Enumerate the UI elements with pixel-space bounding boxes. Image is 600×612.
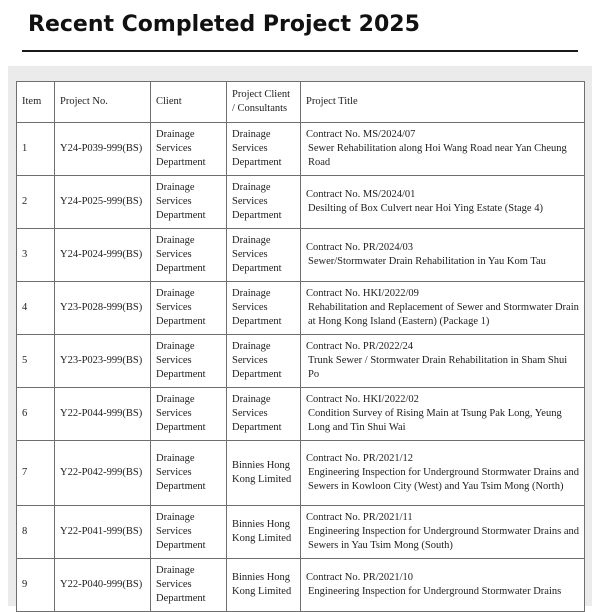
cell-project-title: [301, 282, 585, 335]
cell-consultants: Drainage Services Department: [227, 229, 301, 282]
project-description: Trunk Sewer / Stormwater Drain Rehabilitation in Sham Shui Po: [308, 355, 568, 380]
cell-client: Drainage Services Department: [151, 176, 227, 229]
header-consultants: Project Client / Consultants: [227, 82, 301, 123]
table-row: [17, 229, 585, 282]
header-project-no: Project No.: [55, 82, 151, 123]
cell-project-no: Y24-P025-999(BS): [55, 176, 151, 229]
cell-item: 7: [17, 441, 55, 506]
contract-number: Contract No. MS/2024/07: [306, 129, 416, 140]
cell-item: 3: [17, 229, 55, 282]
header-client: Client: [151, 82, 227, 123]
cell-client: Drainage Services Department: [151, 506, 227, 559]
cell-consultants: Drainage Services Department: [227, 176, 301, 229]
project-description: Engineering Inspection for Underground Stormwater Drains: [308, 586, 562, 597]
title-divider: [22, 50, 578, 52]
table-row: [17, 506, 585, 559]
cell-project-title: [301, 123, 585, 176]
cell-item: 4: [17, 282, 55, 335]
cell-item: 1: [17, 123, 55, 176]
table-row: [17, 282, 585, 335]
cell-consultants: Drainage Services Department: [227, 123, 301, 176]
project-description: Sewer/Stormwater Drain Rehabilitation in Yau Kom Tau: [308, 256, 546, 267]
cell-project-no: Y22-P042-999(BS): [55, 441, 151, 506]
table-row: [17, 176, 585, 229]
cell-project-no: Y22-P040-999(BS): [55, 559, 151, 612]
table-row: [17, 559, 585, 612]
cell-item: 2: [17, 176, 55, 229]
table-row: [17, 123, 585, 176]
cell-project-no: Y22-P041-999(BS): [55, 506, 151, 559]
contract-number: Contract No. PR/2021/11: [306, 512, 413, 523]
cell-item: 6: [17, 388, 55, 441]
project-description: Engineering Inspection for Underground Stormwater Drains and Sewers in Kowloon City (West) and Yau Tsim Mong (North): [308, 467, 579, 492]
cell-consultants: Binnies Hong Kong Limited: [227, 559, 301, 612]
contract-number: Contract No. PR/2022/24: [306, 341, 414, 352]
cell-client: Drainage Services Department: [151, 335, 227, 388]
table-row: [17, 388, 585, 441]
cell-item: 9: [17, 559, 55, 612]
cell-client: Drainage Services Department: [151, 229, 227, 282]
cell-item: 8: [17, 506, 55, 559]
cell-consultants: Drainage Services Department: [227, 282, 301, 335]
contract-number: Contract No. PR/2021/12: [306, 453, 414, 464]
cell-project-no: Y23-P028-999(BS): [55, 282, 151, 335]
cell-project-title: [301, 559, 585, 612]
cell-consultants: Binnies Hong Kong Limited: [227, 441, 301, 506]
cell-project-title: [301, 441, 585, 506]
cell-client: Drainage Services Department: [151, 388, 227, 441]
contract-number: Contract No. HKI/2022/02: [306, 394, 419, 405]
cell-project-title: [301, 229, 585, 282]
project-description: Rehabilitation and Replacement of Sewer and Stormwater Drain at Hong Kong Island (Eastern) (Package 1): [308, 302, 579, 327]
table-row: [17, 441, 585, 506]
contract-number: Contract No. PR/2021/10: [306, 572, 414, 583]
cell-consultants: Drainage Services Department: [227, 388, 301, 441]
cell-project-title: [301, 176, 585, 229]
header-item: Item: [17, 82, 55, 123]
cell-project-no: Y24-P039-999(BS): [55, 123, 151, 176]
table-row: [17, 335, 585, 388]
cell-project-title: [301, 335, 585, 388]
cell-consultants: Drainage Services Department: [227, 335, 301, 388]
cell-project-title: [301, 506, 585, 559]
cell-item: 5: [17, 335, 55, 388]
cell-consultants: Binnies Hong Kong Limited: [227, 506, 301, 559]
page-title: Recent Completed Project 2025: [28, 12, 420, 37]
contract-number: Contract No. PR/2024/03: [306, 242, 414, 253]
project-description: Sewer Rehabilitation along Hoi Wang Road near Yan Cheung Road: [308, 143, 567, 168]
cell-project-title: [301, 388, 585, 441]
contract-number: Contract No. MS/2024/01: [306, 189, 416, 200]
contract-number: Contract No. HKI/2022/09: [306, 288, 419, 299]
cell-client: Drainage Services Department: [151, 123, 227, 176]
cell-client: Drainage Services Department: [151, 282, 227, 335]
project-description: Desilting of Box Culvert near Hoi Ying Estate (Stage 4): [308, 203, 543, 214]
project-description: Engineering Inspection for Underground Stormwater Drains and Sewers in Yau Tsim Mong (South): [308, 526, 579, 551]
project-description: Condition Survey of Rising Main at Tsung Pak Long, Yeung Long and Tin Shui Wai: [308, 408, 562, 433]
cell-project-no: Y22-P044-999(BS): [55, 388, 151, 441]
projects-table: [16, 81, 585, 612]
cell-project-no: Y24-P024-999(BS): [55, 229, 151, 282]
table-header-row: [17, 82, 585, 123]
header-project-title: Project Title: [301, 82, 585, 123]
cell-client: Drainage Services Department: [151, 559, 227, 612]
cell-project-no: Y23-P023-999(BS): [55, 335, 151, 388]
cell-client: Drainage Services Department: [151, 441, 227, 506]
